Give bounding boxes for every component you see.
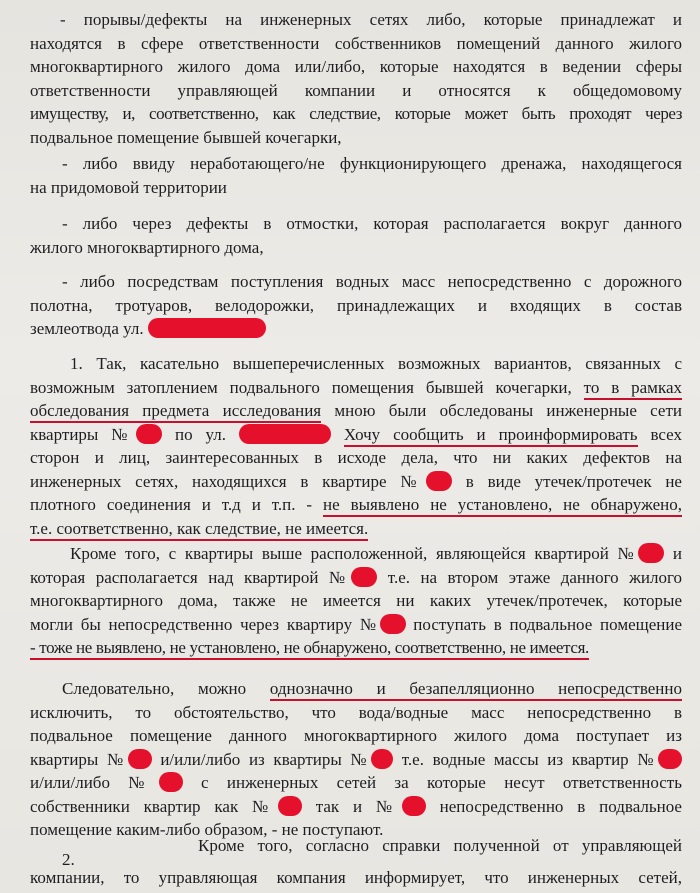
text-line: помещение каким-либо образом, - не поступают. xyxy=(30,820,384,839)
underlined-phrase: Хочу сообщить и проинформировать xyxy=(344,425,638,447)
text-line xyxy=(30,517,682,541)
redaction-apartment xyxy=(426,471,452,491)
redaction-apartment xyxy=(128,749,152,769)
text-line: возможным затоплением подвального помещения бывшей кочегарки, то в рамках xyxy=(30,376,682,400)
paragraph-blind-area xyxy=(30,212,682,259)
text-line: - порывы/дефекты на инженерных сетях либо, которые принадлежат и xyxy=(60,10,682,29)
underlined-phrase: - тоже не выявлено, не установлено, не обнаружено, соответственно, не имеется. xyxy=(30,638,589,660)
text-line: на придомовой территории xyxy=(30,177,227,197)
text-line: Кроме того, согласно справки полученной от управляющей xyxy=(198,836,682,855)
redaction-apartment xyxy=(658,749,682,769)
redaction-apartment xyxy=(278,796,302,816)
paragraph-defects xyxy=(30,8,682,149)
text-line: ответственности управляющей компании и относятся к общедомовому xyxy=(30,80,682,100)
underlined-phrase: то в рамках xyxy=(584,378,682,400)
text-line: - либо посредствам поступления водных масс непосредственно с дорожного xyxy=(62,272,682,291)
paragraph-drainage xyxy=(30,152,682,199)
paragraph-road-water xyxy=(30,270,682,341)
text-line: землеотвода ул. xyxy=(30,317,682,341)
text-line xyxy=(30,636,682,660)
paragraph-number: 2. xyxy=(62,850,75,869)
text-line: квартиры № по ул. Хочу сообщить и проинформировать всех xyxy=(30,423,682,447)
text-line: исключить, то обстоятельство, что вода/водные масс непосредственно в xyxy=(30,702,682,722)
text-line: 1. Так, касательно вышеперечисленных возможных вариантов, связанных с xyxy=(70,354,682,373)
text-line: сторон и лиц, заинтересованных в исходе дела, что ни каких дефектов на xyxy=(30,448,682,467)
paragraph-inspection xyxy=(30,352,682,540)
text-line: подвальное помещение бывшей кочегарки, xyxy=(30,127,342,147)
text-line: Следовательно, можно однозначно и безапелляционно непосредственно xyxy=(30,677,682,701)
text-line: квартиры № и/или/либо из квартиры № т.е. водные массы из квартир № xyxy=(30,748,682,772)
text-line: жилого многоквартирного дома, xyxy=(30,237,264,257)
paragraph-management-company-cont xyxy=(30,866,682,890)
redaction-street xyxy=(239,424,331,444)
redaction-apartment xyxy=(159,772,183,792)
redaction-apartment xyxy=(351,567,377,587)
text-line: компании, то управляющая компания информирует, что инженерных сетей, xyxy=(30,868,682,887)
text-line: имуществу, и, соответственно, как следствие, которые может быть проходят через xyxy=(30,104,682,123)
text-line: - либо через дефекты в отмостки, которая располагается вокруг данного xyxy=(62,214,682,233)
text-line: могли бы непосредственно через квартиру № поступать в подвальное помещение xyxy=(30,614,683,634)
paragraph-management-company xyxy=(30,834,682,858)
text-line: находятся в сфере ответственности собственников помещений данного жилого xyxy=(30,33,682,53)
underlined-phrase: однозначно и безапелляционно непосредственно xyxy=(270,679,682,701)
paragraph-upper-apartment xyxy=(30,542,682,660)
paragraph-conclusion xyxy=(30,677,682,842)
text-line: собственники квартир как № так и № непосредственно в подвальное xyxy=(30,796,682,816)
text-line: многоквартирного жилого дома или/либо, которые находятся в ведении сферы xyxy=(30,57,682,76)
redaction-apartment xyxy=(402,796,426,816)
text-line: и/или/либо № с инженерных сетей за которые несут ответственность xyxy=(30,773,682,792)
text-line: инженерных сетях, находящихся в квартире № в виде утечек/протечек не xyxy=(30,471,682,491)
text-line: многоквартирного дома, также не имеется ни каких утечек/протечек, которые xyxy=(30,591,682,610)
underlined-phrase: не выявлено не установлено, не обнаружено, xyxy=(323,495,682,517)
text-line: подвальное помещение данного многоквартирного жилого дома поступает из xyxy=(30,726,682,745)
redaction-apartment xyxy=(638,543,664,563)
text-line: полотна, тротуаров, велодорожки, принадлежащих и входящих в состав xyxy=(30,295,682,315)
redaction-street xyxy=(148,318,266,338)
redaction-apartment xyxy=(371,749,393,769)
text-line: плотного соединения и т.д и т.п. - не выявлено не установлено, не обнаружено, xyxy=(30,493,682,517)
underlined-phrase: обследования предмета исследования xyxy=(30,401,321,423)
redaction-apartment xyxy=(380,614,406,634)
redaction-apartment xyxy=(136,424,162,444)
text-line: Кроме того, с квартиры выше расположенной, являющейся квартирой № и xyxy=(70,544,682,563)
text-line: - либо ввиду неработающего/не функционирующего дренажа, находящегося xyxy=(62,154,682,173)
text-line: обследования предмета исследования мною были обследованы инженерные сети xyxy=(30,399,682,423)
underlined-phrase: т.е. соответственно, как следствие, не имеется. xyxy=(30,519,368,541)
text-line: которая располагается над квартирой № т.е. на втором этаже данного жилого xyxy=(30,567,682,587)
